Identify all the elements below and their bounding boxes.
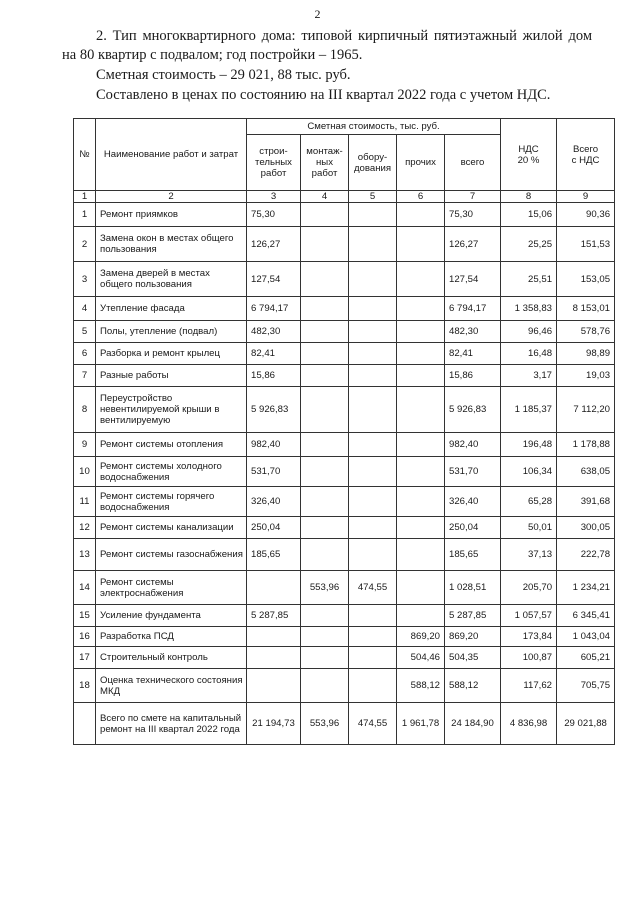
vat-amount: 3,17 bbox=[501, 365, 557, 387]
equip-cost bbox=[349, 647, 397, 669]
row-number: 17 bbox=[74, 647, 96, 669]
row-number: 14 bbox=[74, 571, 96, 605]
vat-amount: 37,13 bbox=[501, 539, 557, 571]
col-number: 2 bbox=[96, 191, 247, 203]
build-cost: 531,70 bbox=[247, 457, 301, 487]
grand-total: 605,21 bbox=[557, 647, 615, 669]
page-number: 2 bbox=[314, 7, 321, 21]
col-number: 1 bbox=[74, 191, 96, 203]
mount-cost bbox=[301, 262, 349, 297]
other-cost bbox=[397, 571, 445, 605]
table-row bbox=[74, 321, 615, 343]
mount-cost bbox=[301, 647, 349, 669]
grand-total: 578,76 bbox=[557, 321, 615, 343]
vat-amount: 1 057,57 bbox=[501, 605, 557, 627]
row-number: 1 bbox=[74, 203, 96, 227]
table-row bbox=[74, 605, 615, 627]
row-number: 8 bbox=[74, 387, 96, 433]
work-name: Ремонт системы холодного водоснабжения bbox=[96, 457, 247, 487]
work-name: Оценка технического состояния МКД bbox=[96, 669, 247, 703]
other-cost bbox=[397, 487, 445, 517]
grand-total: 7 112,20 bbox=[557, 387, 615, 433]
total-build-cost: 21 194,73 bbox=[247, 703, 301, 745]
equip-cost bbox=[349, 203, 397, 227]
table-row bbox=[74, 262, 615, 297]
work-name: Усиление фундамента bbox=[96, 605, 247, 627]
equip-cost bbox=[349, 487, 397, 517]
header-vat: НДС 20 % bbox=[501, 119, 557, 191]
mount-cost bbox=[301, 539, 349, 571]
table-row bbox=[74, 227, 615, 262]
build-cost: 185,65 bbox=[247, 539, 301, 571]
work-name: Замена дверей в местах общего пользования bbox=[96, 262, 247, 297]
vat-amount: 15,06 bbox=[501, 203, 557, 227]
build-cost bbox=[247, 627, 301, 647]
mount-cost bbox=[301, 387, 349, 433]
equip-cost bbox=[349, 605, 397, 627]
other-cost: 869,20 bbox=[397, 627, 445, 647]
row-number: 4 bbox=[74, 297, 96, 321]
col-number: 6 bbox=[397, 191, 445, 203]
mount-cost bbox=[301, 627, 349, 647]
total-vat-amount: 4 836,98 bbox=[501, 703, 557, 745]
row-number: 13 bbox=[74, 539, 96, 571]
total-cost: 185,65 bbox=[445, 539, 501, 571]
vat-amount: 1 185,37 bbox=[501, 387, 557, 433]
grand-total: 222,78 bbox=[557, 539, 615, 571]
equip-cost bbox=[349, 343, 397, 365]
other-cost bbox=[397, 605, 445, 627]
mount-cost: 553,96 bbox=[301, 571, 349, 605]
total-cost: 5 926,83 bbox=[445, 387, 501, 433]
work-name: Ремонт системы отопления bbox=[96, 433, 247, 457]
build-cost: 5 287,85 bbox=[247, 605, 301, 627]
build-cost: 5 926,83 bbox=[247, 387, 301, 433]
col-number: 7 bbox=[445, 191, 501, 203]
mount-cost bbox=[301, 297, 349, 321]
mount-cost bbox=[301, 203, 349, 227]
table-row bbox=[74, 517, 615, 539]
total-row bbox=[74, 703, 615, 745]
total-cost: 127,54 bbox=[445, 262, 501, 297]
vat-amount: 117,62 bbox=[501, 669, 557, 703]
table-row bbox=[74, 203, 615, 227]
row-number: 7 bbox=[74, 365, 96, 387]
header-build: строи- тельных работ bbox=[247, 135, 301, 191]
vat-amount: 1 358,83 bbox=[501, 297, 557, 321]
estimate-table bbox=[73, 118, 615, 745]
equip-cost bbox=[349, 457, 397, 487]
grand-total: 1 178,88 bbox=[557, 433, 615, 457]
work-name: Переустройство невентилируемой крыши в вентилируемую bbox=[96, 387, 247, 433]
total-other-cost: 1 961,78 bbox=[397, 703, 445, 745]
table-row bbox=[74, 387, 615, 433]
build-cost bbox=[247, 647, 301, 669]
equip-cost bbox=[349, 669, 397, 703]
work-name: Ремонт системы горячего водоснабжения bbox=[96, 487, 247, 517]
equip-cost bbox=[349, 517, 397, 539]
row-number: 2 bbox=[74, 227, 96, 262]
vat-amount: 173,84 bbox=[501, 627, 557, 647]
table-row bbox=[74, 539, 615, 571]
total-cost: 588,12 bbox=[445, 669, 501, 703]
house-type-paragraph: 2. Тип многоквартирного дома: типовой кирпичный пятиэтажный жилой дом на 80 квартир с подвалом; год постройки – 1965. bbox=[62, 28, 592, 63]
header-equip: обору- дования bbox=[349, 135, 397, 191]
equip-cost bbox=[349, 627, 397, 647]
table-row bbox=[74, 669, 615, 703]
build-cost bbox=[247, 669, 301, 703]
grand-total: 98,89 bbox=[557, 343, 615, 365]
row-number: 3 bbox=[74, 262, 96, 297]
row-number: 9 bbox=[74, 433, 96, 457]
vat-amount: 196,48 bbox=[501, 433, 557, 457]
row-number: 12 bbox=[74, 517, 96, 539]
total-cost: 982,40 bbox=[445, 433, 501, 457]
total-cost: 1 028,51 bbox=[445, 571, 501, 605]
mount-cost bbox=[301, 487, 349, 517]
total-cost: 5 287,85 bbox=[445, 605, 501, 627]
equip-cost bbox=[349, 387, 397, 433]
build-cost: 75,30 bbox=[247, 203, 301, 227]
other-cost bbox=[397, 539, 445, 571]
total-row-number bbox=[74, 703, 96, 745]
other-cost bbox=[397, 365, 445, 387]
build-cost: 126,27 bbox=[247, 227, 301, 262]
table-row bbox=[74, 365, 615, 387]
header-total: всего bbox=[445, 135, 501, 191]
other-cost bbox=[397, 321, 445, 343]
work-name: Замена окон в местах общего пользования bbox=[96, 227, 247, 262]
vat-amount: 100,87 bbox=[501, 647, 557, 669]
build-cost: 127,54 bbox=[247, 262, 301, 297]
price-basis-line: Составлено в ценах по состоянию на III квартал 2022 года с учетом НДС. bbox=[96, 87, 551, 103]
mount-cost bbox=[301, 365, 349, 387]
row-number: 6 bbox=[74, 343, 96, 365]
build-cost: 82,41 bbox=[247, 343, 301, 365]
row-number: 10 bbox=[74, 457, 96, 487]
other-cost bbox=[397, 433, 445, 457]
build-cost: 15,86 bbox=[247, 365, 301, 387]
other-cost bbox=[397, 457, 445, 487]
vat-amount: 96,46 bbox=[501, 321, 557, 343]
row-number: 18 bbox=[74, 669, 96, 703]
header-name: Наименование работ и затрат bbox=[96, 119, 247, 191]
total-cost: 531,70 bbox=[445, 457, 501, 487]
build-cost: 326,40 bbox=[247, 487, 301, 517]
work-name: Ремонт системы газоснабжения bbox=[96, 539, 247, 571]
other-cost bbox=[397, 203, 445, 227]
other-cost: 504,46 bbox=[397, 647, 445, 669]
equip-cost bbox=[349, 297, 397, 321]
total-cost: 126,27 bbox=[445, 227, 501, 262]
work-name: Утепление фасада bbox=[96, 297, 247, 321]
work-name: Разборка и ремонт крылец bbox=[96, 343, 247, 365]
grand-total: 391,68 bbox=[557, 487, 615, 517]
col-number: 8 bbox=[501, 191, 557, 203]
col-number: 4 bbox=[301, 191, 349, 203]
other-cost bbox=[397, 387, 445, 433]
vat-amount: 25,25 bbox=[501, 227, 557, 262]
row-number: 11 bbox=[74, 487, 96, 517]
col-number: 3 bbox=[247, 191, 301, 203]
estimate-cost-line: Сметная стоимость – 29 021, 88 тыс. руб. bbox=[96, 67, 351, 83]
vat-amount: 50,01 bbox=[501, 517, 557, 539]
build-cost bbox=[247, 571, 301, 605]
build-cost: 6 794,17 bbox=[247, 297, 301, 321]
total-equip-cost: 474,55 bbox=[349, 703, 397, 745]
mount-cost bbox=[301, 343, 349, 365]
table-row bbox=[74, 571, 615, 605]
work-name: Ремонт системы электроснабжения bbox=[96, 571, 247, 605]
total-work-name: Всего по смете на капитальный ремонт на III квартал 2022 года bbox=[96, 703, 247, 745]
total-cost: 482,30 bbox=[445, 321, 501, 343]
grand-total: 638,05 bbox=[557, 457, 615, 487]
vat-amount: 106,34 bbox=[501, 457, 557, 487]
equip-cost bbox=[349, 365, 397, 387]
grand-total: 705,75 bbox=[557, 669, 615, 703]
build-cost: 250,04 bbox=[247, 517, 301, 539]
work-name: Ремонт системы канализации bbox=[96, 517, 247, 539]
total-cost: 869,20 bbox=[445, 627, 501, 647]
equip-cost bbox=[349, 262, 397, 297]
vat-amount: 205,70 bbox=[501, 571, 557, 605]
header-grand-total: Всего с НДС bbox=[557, 119, 615, 191]
grand-total: 1 234,21 bbox=[557, 571, 615, 605]
header-mount: монтаж- ных работ bbox=[301, 135, 349, 191]
work-name: Ремонт приямков bbox=[96, 203, 247, 227]
build-cost: 982,40 bbox=[247, 433, 301, 457]
col-number: 5 bbox=[349, 191, 397, 203]
table-row bbox=[74, 343, 615, 365]
total-total-cost: 24 184,90 bbox=[445, 703, 501, 745]
mount-cost bbox=[301, 457, 349, 487]
table-row bbox=[74, 297, 615, 321]
equip-cost bbox=[349, 539, 397, 571]
row-number: 16 bbox=[74, 627, 96, 647]
other-cost bbox=[397, 343, 445, 365]
grand-total: 151,53 bbox=[557, 227, 615, 262]
table-row bbox=[74, 433, 615, 457]
row-number: 15 bbox=[74, 605, 96, 627]
mount-cost bbox=[301, 669, 349, 703]
table-row bbox=[74, 647, 615, 669]
total-cost: 75,30 bbox=[445, 203, 501, 227]
mount-cost bbox=[301, 433, 349, 457]
header-other: прочих bbox=[397, 135, 445, 191]
total-cost: 6 794,17 bbox=[445, 297, 501, 321]
mount-cost bbox=[301, 517, 349, 539]
mount-cost bbox=[301, 321, 349, 343]
equip-cost: 474,55 bbox=[349, 571, 397, 605]
vat-amount: 25,51 bbox=[501, 262, 557, 297]
col-number: 9 bbox=[557, 191, 615, 203]
other-cost bbox=[397, 297, 445, 321]
grand-total: 6 345,41 bbox=[557, 605, 615, 627]
work-name: Разработка ПСД bbox=[96, 627, 247, 647]
row-number: 5 bbox=[74, 321, 96, 343]
header-cost-group: Сметная стоимость, тыс. руб. bbox=[247, 119, 501, 135]
table-row bbox=[74, 457, 615, 487]
grand-total: 300,05 bbox=[557, 517, 615, 539]
other-cost: 588,12 bbox=[397, 669, 445, 703]
table-row bbox=[74, 487, 615, 517]
mount-cost bbox=[301, 605, 349, 627]
column-number-row bbox=[74, 191, 615, 203]
other-cost bbox=[397, 227, 445, 262]
other-cost bbox=[397, 517, 445, 539]
grand-total: 153,05 bbox=[557, 262, 615, 297]
other-cost bbox=[397, 262, 445, 297]
grand-total: 1 043,04 bbox=[557, 627, 615, 647]
mount-cost bbox=[301, 227, 349, 262]
total-mount-cost: 553,96 bbox=[301, 703, 349, 745]
total-grand-total: 29 021,88 bbox=[557, 703, 615, 745]
work-name: Строительный контроль bbox=[96, 647, 247, 669]
table-row bbox=[74, 627, 615, 647]
grand-total: 19,03 bbox=[557, 365, 615, 387]
grand-total: 8 153,01 bbox=[557, 297, 615, 321]
grand-total: 90,36 bbox=[557, 203, 615, 227]
vat-amount: 65,28 bbox=[501, 487, 557, 517]
total-cost: 504,35 bbox=[445, 647, 501, 669]
total-cost: 15,86 bbox=[445, 365, 501, 387]
work-name: Полы, утепление (подвал) bbox=[96, 321, 247, 343]
total-cost: 250,04 bbox=[445, 517, 501, 539]
vat-amount: 16,48 bbox=[501, 343, 557, 365]
equip-cost bbox=[349, 227, 397, 262]
equip-cost bbox=[349, 433, 397, 457]
work-name: Разные работы bbox=[96, 365, 247, 387]
total-cost: 82,41 bbox=[445, 343, 501, 365]
header-num: № bbox=[74, 119, 96, 191]
build-cost: 482,30 bbox=[247, 321, 301, 343]
equip-cost bbox=[349, 321, 397, 343]
total-cost: 326,40 bbox=[445, 487, 501, 517]
